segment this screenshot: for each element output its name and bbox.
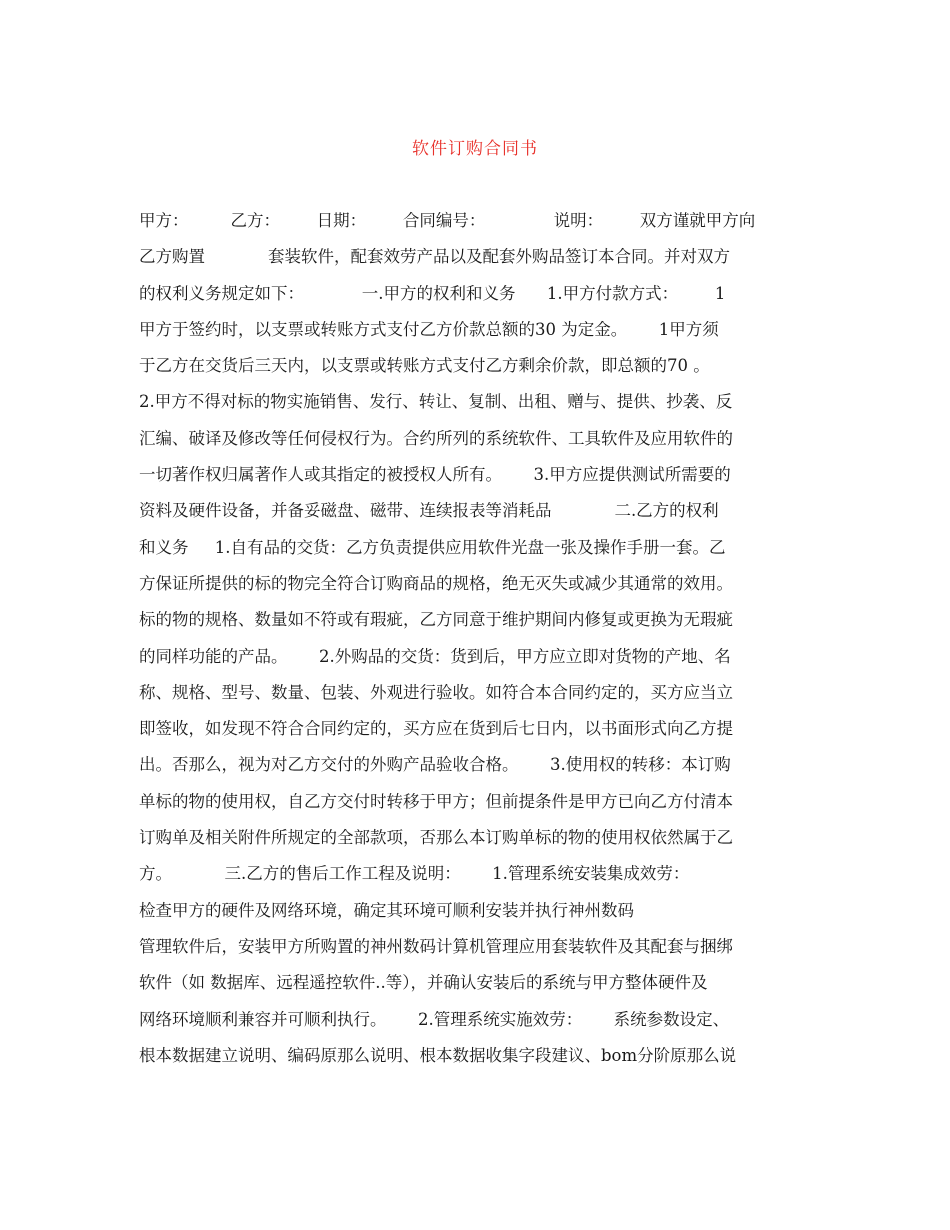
body-line: 汇编、破译及修改等任何侵权行为。合约所列的系统软件、工具软件及应用软件的 bbox=[139, 428, 733, 448]
body-line: 管理软件后，安装甲方所购置的神州数码计算机管理应用套装软件及其配套与捆绑 bbox=[139, 936, 733, 956]
body-line: 称、规格、型号、数量、包装、外观进行验收。如符合本合同约定的，买方应当立 bbox=[139, 682, 733, 702]
body-line: 方保证所提供的标的物完全符合订购商品的规格，绝无灭失或减少其通常的效用。 bbox=[139, 573, 733, 593]
body-line: 甲方： 乙方： 日期： 合同编号： 说明： 双方谨就甲方向 bbox=[139, 211, 756, 230]
body-line: 的权利义务规定如下： 一.甲方的权利和义务 1.甲方付款方式： 1 bbox=[139, 283, 726, 303]
body-line: 检查甲方的硬件及网络环境，确定其环境可顺利安装并执行神州数码 bbox=[139, 900, 634, 920]
body-line: 和义务 1.自有品的交货：乙方负责提供应用软件光盘一张及操作手册一套。乙 bbox=[139, 537, 726, 557]
body-line: 方。 三.乙方的售后工作工程及说明： 1.管理系统安装集成效劳： bbox=[139, 864, 690, 884]
body-line: 根本数据建立说明、编码原那么说明、根本数据收集字段建议、bom分阶原那么说 bbox=[139, 1045, 737, 1065]
body-line: 即签收，如发现不符合合同约定的，买方应在货到后七日内，以书面形式向乙方提 bbox=[139, 719, 733, 739]
body-line: 乙方购置 套装软件，配套效劳产品以及配套外购品签订本合同。并对双方 bbox=[139, 247, 730, 267]
body-line: 的同样功能的产品。 2.外购品的交货：货到后，甲方应立即对货物的产地、名 bbox=[139, 646, 731, 666]
body-line: 一切著作权归属著作人或其指定的被授权人所有。 3.甲方应提供测试所需要的 bbox=[139, 465, 731, 485]
body-line: 2.甲方不得对标的物实施销售、发行、转让、复制、出租、赠与、提供、抄袭、反 bbox=[139, 392, 733, 412]
contract-body bbox=[139, 203, 819, 1074]
body-line: 甲方于签约时，以支票或转账方式支付乙方价款总额的30 为定金。 1甲方须 bbox=[139, 319, 719, 339]
body-line: 订购单及相关附件所规定的全部款项，否那么本订购单标的物的使用权依然属于乙 bbox=[139, 828, 733, 848]
body-line: 软件（如 数据库、远程遥控软件..等），并确认安装后的系统与甲方整体硬件及 bbox=[139, 973, 708, 993]
body-line: 标的物的规格、数量如不符或有瑕疵，乙方同意于维护期间内修复或更换为无瑕疵 bbox=[139, 610, 733, 630]
body-line: 资料及硬件设备，并备妥磁盘、磁带、连续报表等消耗品 二.乙方的权利 bbox=[139, 501, 719, 521]
body-line: 于乙方在交货后三天内，以支票或转账方式支付乙方剩余价款，即总额的70 。 bbox=[139, 356, 710, 376]
body-line: 网络环境顺利兼容并可顺利执行。 2.管理系统实施效劳： 系统参数设定、 bbox=[139, 1009, 730, 1029]
body-line: 出。否那么，视为对乙方交付的外购产品验收合格。 3.使用权的转移：本订购 bbox=[139, 755, 731, 775]
body-line: 单标的物的使用权，自乙方交付时转移于甲方；但前提条件是甲方已向乙方付清本 bbox=[139, 791, 733, 811]
document-title: 软件订购合同书 bbox=[412, 139, 538, 159]
